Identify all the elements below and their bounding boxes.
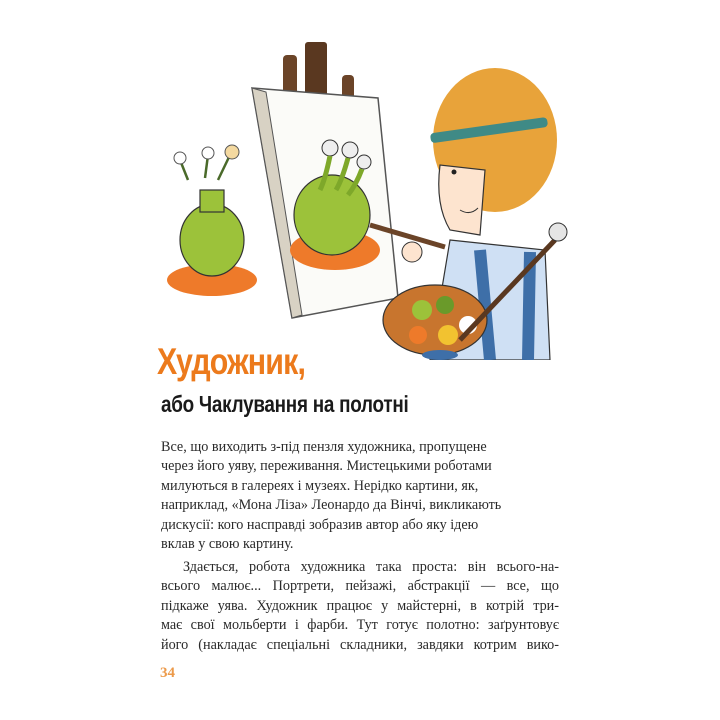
text-line: дискусії: кого насправді зобразив автор або яку ідею bbox=[161, 516, 479, 533]
intro-paragraph bbox=[161, 438, 561, 554]
text-line: Здається, робота художника така проста: він всього-на- bbox=[183, 559, 559, 575]
text-line: вклав у свою картину. bbox=[161, 536, 294, 553]
text-line: всього малює... Портрети, пейзажі, абстракції — все, що bbox=[161, 578, 559, 595]
chapter-subtitle: або Чаклування на полотні bbox=[161, 391, 409, 417]
text-line: наприклад, «Мона Ліза» Леонардо да Вінчі, викликають bbox=[161, 497, 502, 514]
text-line: його (накладає спеціальні складники, завдяки котрим вико- bbox=[161, 636, 559, 653]
chapter-title: Художник, bbox=[157, 341, 306, 382]
body-paragraph bbox=[161, 558, 559, 655]
text-line: через його уяву, переживання. Мистецькими роботами bbox=[161, 458, 492, 475]
text-line: має свої мольберти і фарби. Тут готує полотно: заґрунтовує bbox=[161, 617, 559, 634]
page-number: 34 bbox=[160, 665, 175, 681]
text-line: милуються в галереях і музеях. Нерідко картини, як, bbox=[161, 477, 479, 494]
artist-illustration bbox=[150, 40, 590, 360]
text-line: Все, що виходить з-під пензля художника, пропущене bbox=[161, 439, 487, 455]
text-line: підкаже уява. Художник працює у майстерні, в котрій три- bbox=[161, 597, 559, 614]
